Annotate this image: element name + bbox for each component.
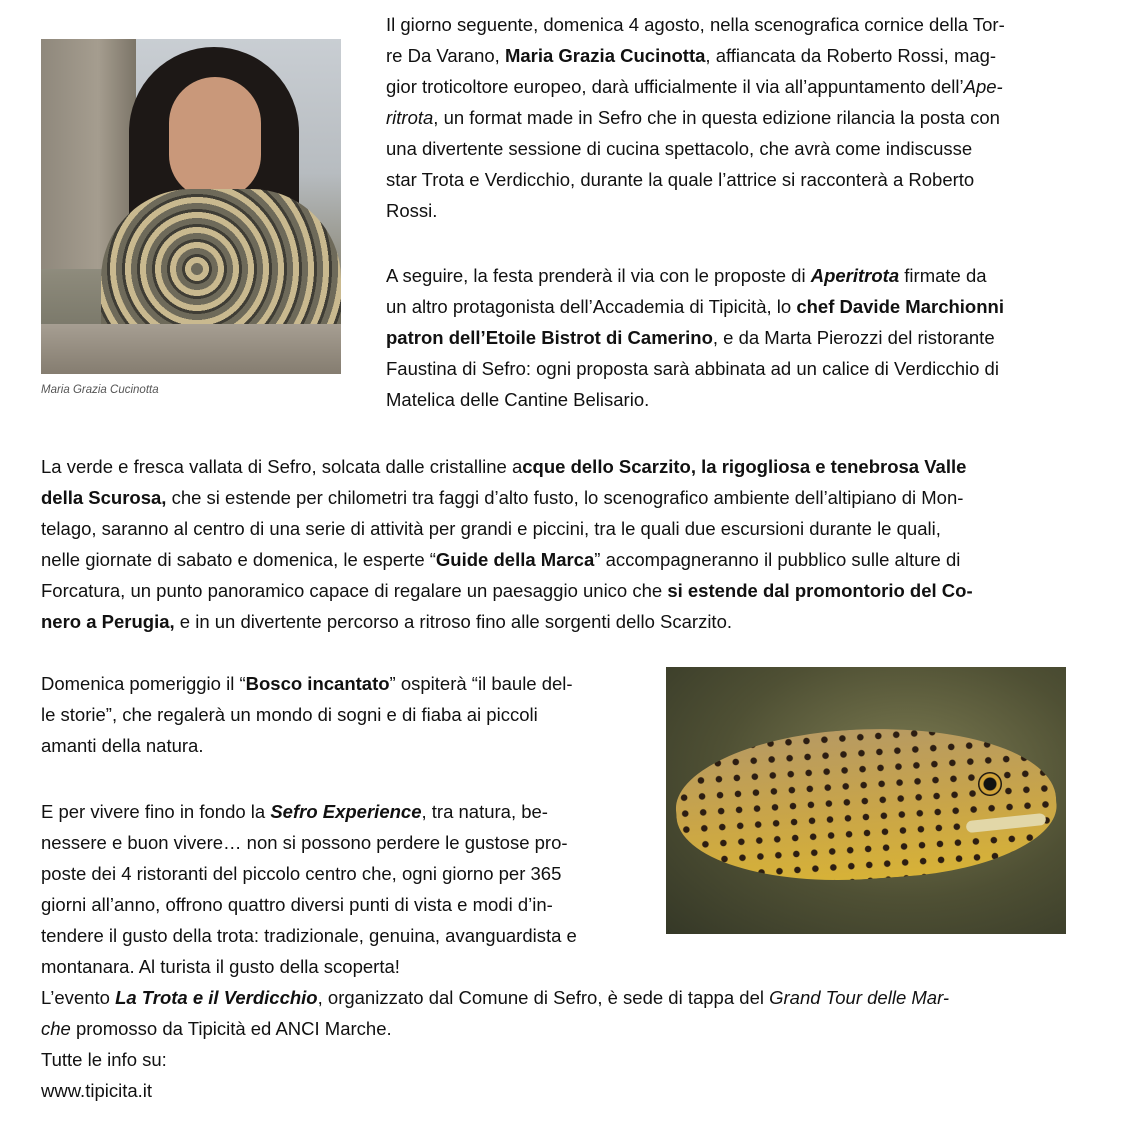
paragraph-5: E per vivere fino in fondo la Sefro Experience, tra natura, be- nessere e buon vivere… non si possono perdere le gustose pro- poste dei 4 ristoranti del piccolo centro che, ogni giorno per 365 giorni all’anno, offrono quattro diversi punti di vista e modi d’in- tendere il gusto della trota: tradizionale, genuina, avanguardista e montanara. Al turista il gusto della scoperta! bbox=[41, 801, 577, 977]
photo-caption: Maria Grazia Cucinotta bbox=[41, 384, 159, 396]
paragraph-4: Domenica pomeriggio il “Bosco incantato” ospiterà “il baule del- le storie”, che regalerà un mondo di sogni e di fiaba ai piccoli amanti della natura. bbox=[41, 673, 573, 756]
trout-photo bbox=[666, 667, 1066, 934]
photo-face bbox=[169, 77, 261, 199]
paragraph-1: Il giorno seguente, domenica 4 agosto, nella scenografica cornice della Tor- re Da Varano, Maria Grazia Cucinotta, affiancata da Roberto Rossi, mag- gior troticoltore europeo, darà ufficialmente il via all’appuntamento dell’Ape- ritrota, un format made in Sefro che in questa edizione rilancia la posta con una divertente sessione di cucina spettacolo, che avrà come indiscusse star Trota e Verdicchio, durante la quale l’attrice si racconterà a Roberto Rossi. bbox=[386, 14, 1005, 221]
info-link[interactable]: www.tipicita.it bbox=[41, 1080, 153, 1101]
paragraph-6: L’evento La Trota e il Verdicchio, organizzato dal Comune di Sefro, è sede di tappa del Grand Tour delle Mar- che promosso da Tipicità ed ANCI Marche. Tutte le info su: www.tipicita.it bbox=[41, 987, 950, 1101]
trout-body bbox=[671, 716, 1061, 892]
photo-wall bbox=[41, 324, 341, 374]
paragraph-2: A seguire, la festa prenderà il via con le proposte di Aperitrota firmate da un altro protagonista dell’Accademia di Tipicità, lo chef Davide Marchionni patron dell’Etoile Bistrot di Camerino, e da Marta Pierozzi del ristorante Faustina di Sefro: ogni proposta sarà abbinata ad un calice di Verdicchio di Matelica delle Cantine Belisario. bbox=[386, 265, 1004, 410]
portrait-photo bbox=[41, 39, 341, 374]
trout-eye bbox=[978, 772, 1002, 796]
paragraph-3: La verde e fresca vallata di Sefro, solcata dalle cristalline acque dello Scarzito, la rigogliosa e tenebrosa Valle della Scurosa, che si estende per chilometri tra faggi d’alto fusto, lo scenografico ambiente dell’altipiano di Mon- telago, saranno al centro di una serie di attività per grandi e piccini, tra le quali due escursioni durante le quali, nelle giornate di sabato e domenica, le esperte “Guide della Marca” accompagneranno il pubblico sulle alture di Forcatura, un punto panoramico capace di regalare un paesaggio unico che si estende dal promontorio del Co- nero a Perugia, e in un divertente percorso a ritroso fino alle sorgenti dello Scarzito. bbox=[41, 456, 973, 632]
